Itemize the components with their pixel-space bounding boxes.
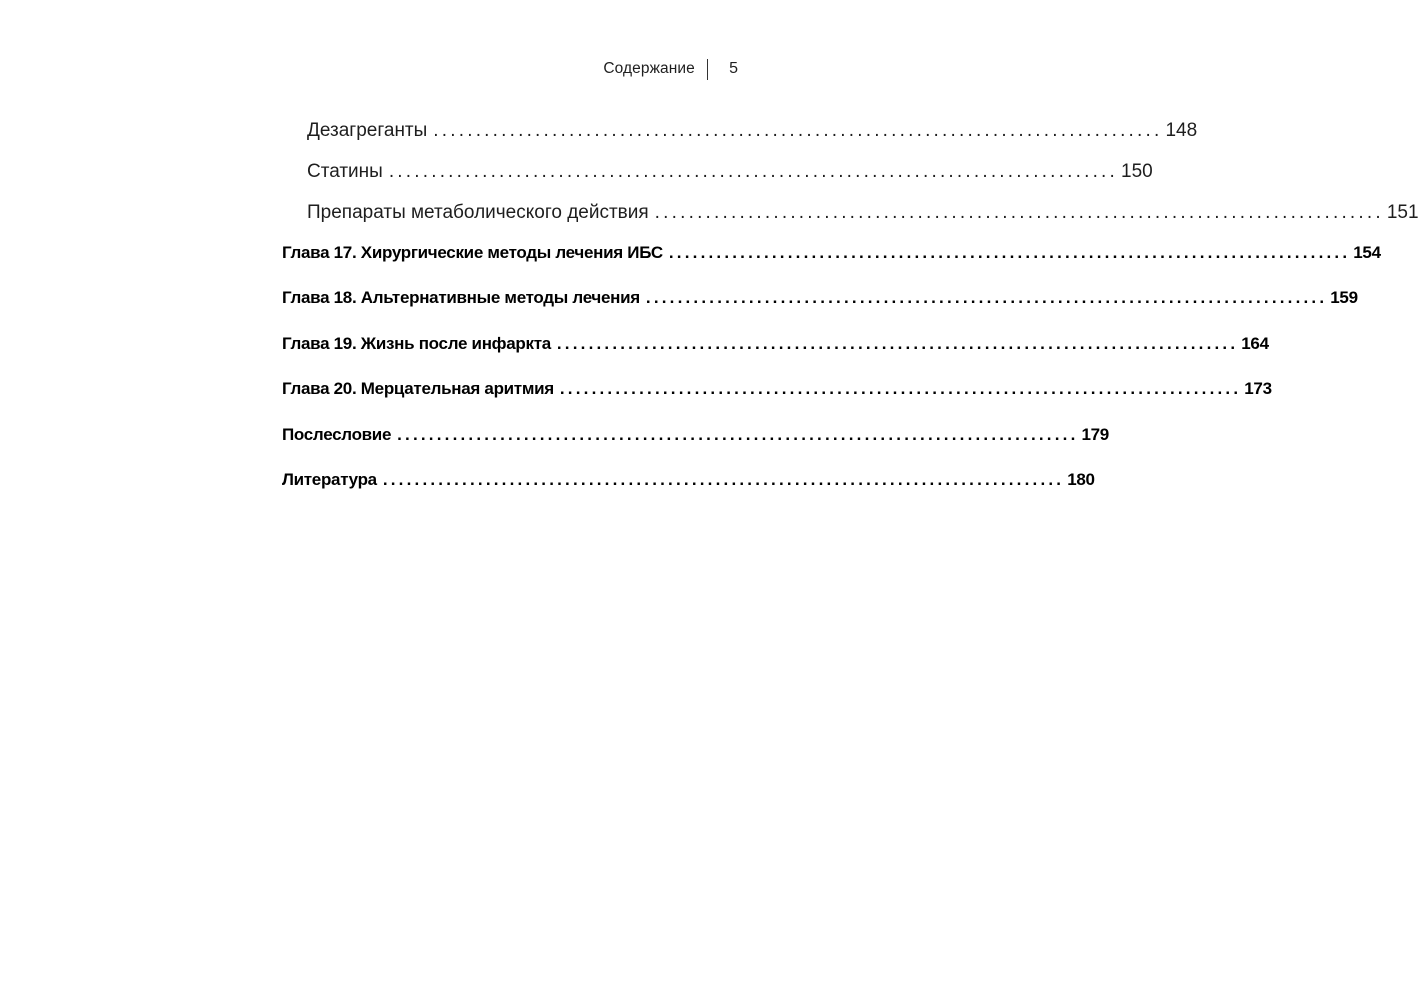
toc-chapter-title: Послесловие — [282, 425, 392, 444]
toc-afterword — [282, 425, 1109, 445]
dot-leader: ...................................................................................... — [645, 288, 1328, 307]
toc-chapter-title: Литература — [282, 470, 377, 489]
toc-chapter-page: 179 — [1081, 425, 1109, 444]
toc-chapter-page: 159 — [1330, 288, 1358, 307]
toc-chapter-17 — [282, 243, 1381, 263]
dot-leader: ...................................................................................... — [556, 334, 1239, 353]
toc-subentry-metabolic-drugs — [307, 202, 1419, 224]
dot-leader: ...................................................................................... — [668, 243, 1351, 262]
dot-leader: ...................................................................................... — [388, 161, 1119, 182]
dot-leader: ...................................................................................... — [654, 202, 1384, 223]
toc-chapter-page: 164 — [1241, 334, 1269, 353]
dot-leader: ...................................................................................... — [559, 379, 1242, 398]
toc-chapter-title: Глава 18. Альтернативные методы лечения — [282, 288, 640, 307]
toc-chapter-19 — [282, 334, 1269, 354]
toc-chapter-page: 154 — [1353, 243, 1381, 262]
toc-chapter-18 — [282, 288, 1358, 308]
toc-chapter-20 — [282, 379, 1272, 399]
toc-chapter-page: 180 — [1067, 470, 1095, 489]
dot-leader: ...................................................................................... — [433, 120, 1163, 141]
toc-references — [282, 470, 1095, 490]
toc-chapter-title: Глава 19. Жизнь после инфаркта — [282, 334, 551, 353]
toc-entry-page: 150 — [1121, 161, 1153, 182]
toc-subentry-statiny — [307, 161, 1153, 183]
toc-entry-title: Статины — [307, 161, 383, 182]
toc-entry-page: 148 — [1165, 120, 1198, 141]
toc-entry-title: Препараты метаболического действия — [307, 202, 649, 223]
toc-entry-title: Дезагреганты — [307, 120, 428, 141]
toc-chapter-title: Глава 20. Мерцательная аритмия — [282, 379, 554, 398]
toc-chapter-page: 173 — [1244, 379, 1272, 398]
toc-chapter-title: Глава 17. Хирургические методы лечения ИБС — [282, 243, 663, 262]
section-title: Содержание — [603, 60, 695, 77]
toc-subentry-dezagreganty — [307, 120, 1198, 142]
dot-leader: ...................................................................................... — [397, 425, 1079, 444]
page-number: 5 — [729, 60, 738, 77]
toc-entry-page: 151 — [1386, 202, 1419, 223]
dot-leader: ...................................................................................... — [382, 470, 1065, 489]
